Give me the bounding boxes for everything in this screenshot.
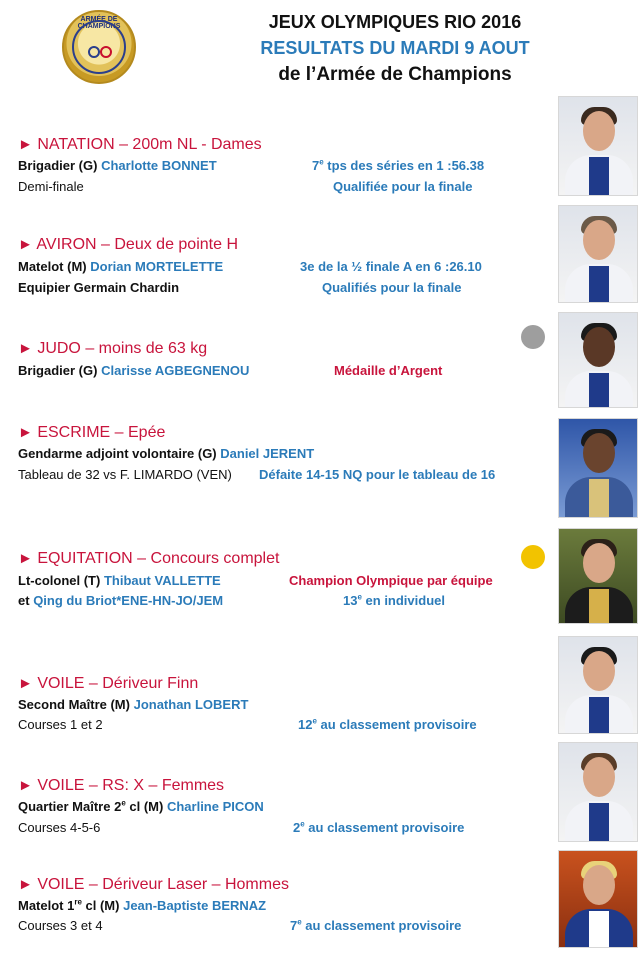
event-result: Champion Olympique par équipe <box>289 573 493 588</box>
event-athlete-line: Matelot 1re cl (M) Jean-Baptiste BERNAZ <box>18 897 267 913</box>
event-athlete-line: Quartier Maître 2e cl (M) Charline PICON <box>18 798 264 814</box>
bullet-icon: ► <box>18 136 33 153</box>
event-result-2: Qualifiés pour la finale <box>322 280 462 295</box>
event-result-2: 12e au classement provisoire <box>298 716 477 732</box>
event-detail: Courses 4-5-6 <box>18 820 101 835</box>
athlete-photo-bernaz <box>558 850 638 948</box>
logo-text: ARMÉE DE CHAMPIONS <box>77 16 121 30</box>
event-result-2: Défaite 14-15 NQ pour le tableau de 16 <box>259 467 496 482</box>
athlete-photo-agbegnenou <box>558 312 638 408</box>
page-subtitle: RESULTATS DU MARDI 9 AOUT <box>260 38 530 58</box>
athlete-photo-bonnet <box>558 96 638 196</box>
athlete-photo-mortelette <box>558 205 638 303</box>
page-subtitle-line3: de l’Armée de Champions <box>278 64 512 85</box>
athlete-photo-jerent <box>558 418 638 518</box>
event-sport-voile-rsx: ► VOILE – RS: X – Femmes <box>18 777 225 794</box>
event-athlete-line: Lt-colonel (T) Thibaut VALLETTE <box>18 573 221 588</box>
event-result-2: 13e en individuel <box>343 592 445 608</box>
event-sport-escrime: ► ESCRIME – Epée <box>18 424 166 441</box>
event-athlete-line: Brigadier (G) Charlotte BONNET <box>18 158 217 173</box>
event-result: Médaille d’Argent <box>334 363 443 378</box>
silver-medal-icon <box>521 325 545 349</box>
event-sport-voile-finn: ► VOILE – Dériveur Finn <box>18 675 199 692</box>
event-detail: Courses 3 et 4 <box>18 918 103 933</box>
event-result-2: Qualifiée pour la finale <box>333 179 473 194</box>
logo-ring-blue <box>88 46 100 58</box>
athlete-photo-picon <box>558 742 638 842</box>
event-athlete-line: Second Maître (M) Jonathan LOBERT <box>18 697 249 712</box>
gold-medal-icon <box>521 545 545 569</box>
event-result-2: 2e au classement provisoire <box>293 819 465 835</box>
event-result: 7e tps des séries en 1 :56.38 <box>312 157 485 173</box>
event-sport-equitation: ► EQUITATION – Concours complet <box>18 550 280 567</box>
event-athlete-line: Brigadier (G) Clarisse AGBEGNENOU <box>18 363 250 378</box>
event-athlete-line: Gendarme adjoint volontaire (G) Daniel JERENT <box>18 446 315 461</box>
athlete-photo-vallette <box>558 528 638 624</box>
event-result-2: 7e au classement provisoire <box>290 917 462 933</box>
event-result: 3e de la ½ finale A en 6 :26.10 <box>300 259 482 274</box>
event-sport-voile-laser: ► VOILE – Dériveur Laser – Hommes <box>18 876 289 893</box>
event-detail: Tableau de 32 vs F. LIMARDO (VEN) <box>18 467 232 482</box>
athlete-photo-lobert <box>558 636 638 734</box>
logo-ring-red <box>100 46 112 58</box>
event-athlete-line: Matelot (M) Dorian MORTELETTE <box>18 259 224 274</box>
event-detail: Courses 1 et 2 <box>18 717 103 732</box>
armee-de-champions-logo <box>62 10 136 84</box>
page-title: JEUX OLYMPIQUES RIO 2016 <box>268 12 522 32</box>
event-sport-natation: ► NATATION – 200m NL - Dames <box>18 136 262 153</box>
event-detail: et Qing du Briot*ENE-HN-JO/JEM <box>18 593 224 608</box>
event-sport-aviron: ► AVIRON – Deux de pointe H <box>18 236 238 253</box>
logo-ring <box>72 20 126 74</box>
event-detail: Equipier Germain Chardin <box>18 280 180 295</box>
event-detail: Demi-finale <box>18 179 84 194</box>
event-sport-judo: ► JUDO – moins de 63 kg <box>18 340 208 357</box>
